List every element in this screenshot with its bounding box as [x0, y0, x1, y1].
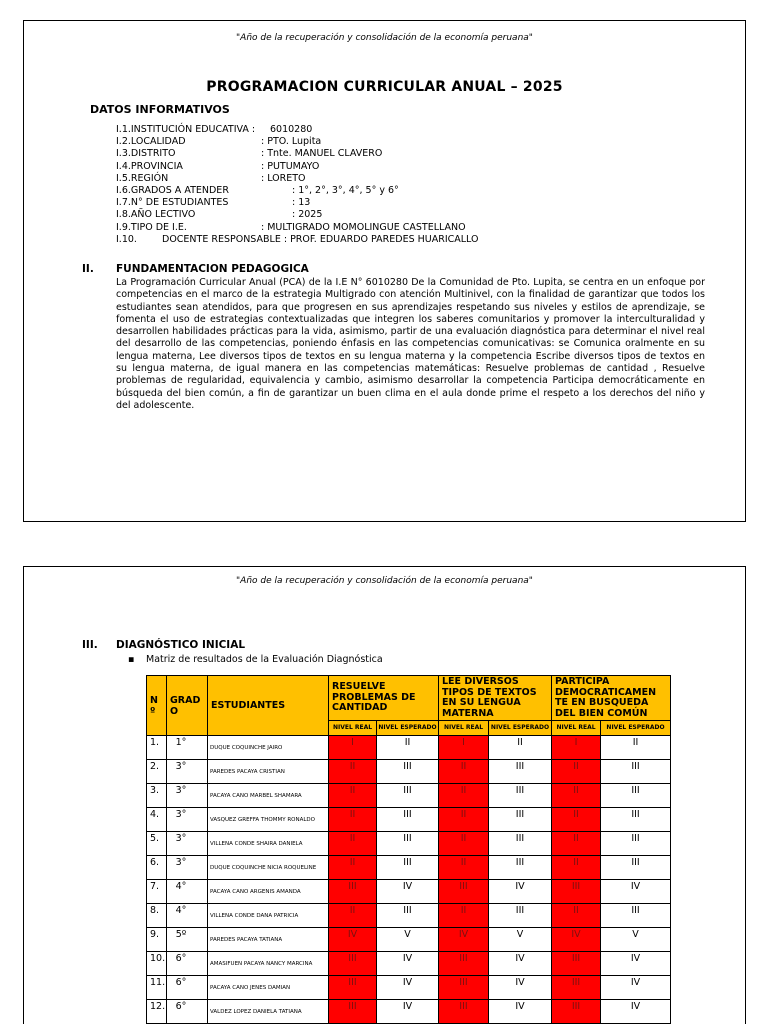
- nivel-real-cantidad: III: [329, 880, 377, 904]
- row-number: 5.: [147, 832, 167, 856]
- nivel-real-lectura: II: [439, 784, 489, 808]
- nivel-real-cantidad: III: [329, 1000, 377, 1024]
- row-grado: 6°: [167, 952, 208, 976]
- nivel-real-cantidad: IV: [329, 928, 377, 952]
- subheader-nivel-esperado: NIVEL ESPERADO: [377, 721, 439, 736]
- nivel-real-cantidad: I: [329, 736, 377, 760]
- row-student-name: DUQUE COQUINCHE JAIRO: [208, 736, 329, 760]
- table-row: [147, 976, 671, 1000]
- table-row: [147, 784, 671, 808]
- table-header-row: [147, 676, 671, 721]
- nivel-esperado-ciudadania: III: [601, 760, 671, 784]
- table-row: [147, 856, 671, 880]
- nivel-esperado-cantidad: V: [377, 928, 439, 952]
- nivel-esperado-lectura: III: [489, 832, 552, 856]
- nivel-esperado-cantidad: IV: [377, 1000, 439, 1024]
- year-motto: "Año de la recuperación y consolidación de la economía peruana": [236, 33, 533, 43]
- bullet-icon: ▪: [128, 654, 135, 665]
- subheader-nivel-esperado: NIVEL ESPERADO: [489, 721, 552, 736]
- nivel-esperado-ciudadania: IV: [601, 1000, 671, 1024]
- nivel-esperado-cantidad: II: [377, 736, 439, 760]
- row-student-name: PAREDES PACAYA TATIANA: [208, 928, 329, 952]
- row-number: 8.: [147, 904, 167, 928]
- col-header-competencia-lectura: LEE DIVERSOS TIPOS DE TEXTOS EN SU LENGUA MATERNA: [439, 676, 552, 721]
- table-row: [147, 736, 671, 760]
- table-row: [147, 928, 671, 952]
- nivel-real-ciudadania: IV: [552, 928, 601, 952]
- section-number-ii: II.: [82, 263, 94, 275]
- nivel-real-lectura: III: [439, 952, 489, 976]
- table-row: [147, 880, 671, 904]
- col-header-grado: GRAD O: [167, 676, 208, 736]
- nivel-real-lectura: III: [439, 976, 489, 1000]
- nivel-esperado-ciudadania: IV: [601, 976, 671, 1000]
- nivel-esperado-ciudadania: IV: [601, 880, 671, 904]
- nivel-esperado-ciudadania: III: [601, 856, 671, 880]
- nivel-real-cantidad: II: [329, 856, 377, 880]
- row-number: 4.: [147, 808, 167, 832]
- table-body: [147, 736, 671, 1024]
- nivel-real-lectura: II: [439, 904, 489, 928]
- nivel-real-ciudadania: I: [552, 736, 601, 760]
- nivel-real-cantidad: III: [329, 976, 377, 1000]
- nivel-esperado-lectura: III: [489, 784, 552, 808]
- nivel-esperado-cantidad: III: [377, 784, 439, 808]
- nivel-real-cantidad: II: [329, 760, 377, 784]
- nivel-real-lectura: II: [439, 832, 489, 856]
- nivel-esperado-ciudadania: III: [601, 832, 671, 856]
- row-grado: 3°: [167, 808, 208, 832]
- row-grado: 3°: [167, 760, 208, 784]
- row-student-name: AMASIFUEN PACAYA NANCY MARCINA: [208, 952, 329, 976]
- row-student-name: VALDEZ LOPEZ DANIELA TATIANA: [208, 1000, 329, 1024]
- subheader-nivel-esperado: NIVEL ESPERADO: [601, 721, 671, 736]
- nivel-real-cantidad: II: [329, 904, 377, 928]
- subheader-nivel-real: NIVEL REAL: [329, 721, 377, 736]
- nivel-real-ciudadania: III: [552, 976, 601, 1000]
- row-number: 12.: [147, 1000, 167, 1024]
- row-grado: 3°: [167, 856, 208, 880]
- subheader-nivel-real: NIVEL REAL: [552, 721, 601, 736]
- row-student-name: PAREDES PACAYA CRISTIAN: [208, 760, 329, 784]
- nivel-esperado-lectura: IV: [489, 952, 552, 976]
- diagnostic-results-table: [146, 675, 671, 1024]
- row-grado: 4°: [167, 880, 208, 904]
- nivel-real-ciudadania: III: [552, 952, 601, 976]
- row-number: 1.: [147, 736, 167, 760]
- row-number: 6.: [147, 856, 167, 880]
- nivel-esperado-ciudadania: II: [601, 736, 671, 760]
- nivel-esperado-cantidad: III: [377, 808, 439, 832]
- nivel-esperado-cantidad: III: [377, 904, 439, 928]
- nivel-esperado-lectura: III: [489, 760, 552, 784]
- nivel-esperado-ciudadania: III: [601, 904, 671, 928]
- nivel-real-ciudadania: II: [552, 904, 601, 928]
- row-number: 10.: [147, 952, 167, 976]
- row-student-name: DUQUE COQUINCHE NICIA ROQUELINE: [208, 856, 329, 880]
- row-grado: 6°: [167, 1000, 208, 1024]
- row-student-name: PACAYA CANO ARGENIS AMANDA: [208, 880, 329, 904]
- nivel-real-ciudadania: II: [552, 808, 601, 832]
- nivel-real-ciudadania: II: [552, 784, 601, 808]
- table-row: [147, 808, 671, 832]
- nivel-real-ciudadania: II: [552, 832, 601, 856]
- nivel-real-cantidad: II: [329, 784, 377, 808]
- table-row: [147, 760, 671, 784]
- nivel-esperado-ciudadania: III: [601, 784, 671, 808]
- nivel-real-lectura: I: [439, 736, 489, 760]
- row-number: 2.: [147, 760, 167, 784]
- nivel-real-lectura: IV: [439, 928, 489, 952]
- row-student-name: VASQUEZ GREFFA THOMMY RONALDO: [208, 808, 329, 832]
- subheader-nivel-real: NIVEL REAL: [439, 721, 489, 736]
- nivel-esperado-cantidad: III: [377, 832, 439, 856]
- document-page-2: [23, 566, 746, 1024]
- col-header-competencia-cantidad: RESUELVE PROBLEMAS DE CANTIDAD: [329, 676, 439, 721]
- row-grado: 6°: [167, 976, 208, 1000]
- nivel-esperado-lectura: III: [489, 904, 552, 928]
- row-number: 3.: [147, 784, 167, 808]
- nivel-real-ciudadania: III: [552, 880, 601, 904]
- nivel-real-ciudadania: III: [552, 1000, 601, 1024]
- diagnostico-bullet: [128, 654, 383, 665]
- row-student-name: VILLENA CONDE SHAIRA DANIELA: [208, 832, 329, 856]
- row-student-name: PACAYA CANO JENES DAMIAN: [208, 976, 329, 1000]
- table-row: [147, 1000, 671, 1024]
- datos-heading: DATOS INFORMATIVOS: [90, 103, 230, 116]
- nivel-real-ciudadania: II: [552, 856, 601, 880]
- nivel-real-lectura: III: [439, 1000, 489, 1024]
- row-student-name: PACAYA CANO MARBEL SHAMARA: [208, 784, 329, 808]
- row-grado: 1°: [167, 736, 208, 760]
- nivel-esperado-cantidad: IV: [377, 952, 439, 976]
- table-row: [147, 832, 671, 856]
- col-header-estudiantes: ESTUDIANTES: [208, 676, 329, 736]
- nivel-real-cantidad: II: [329, 832, 377, 856]
- row-number: 11.: [147, 976, 167, 1000]
- table-row: [147, 952, 671, 976]
- nivel-esperado-cantidad: IV: [377, 976, 439, 1000]
- year-motto-2: "Año de la recuperación y consolidación de la economía peruana": [236, 576, 533, 586]
- fundamentacion-paragraph: La Programación Curricular Anual (PCA) de la I.E N° 6010280 De la Comunidad de Pto. Lupita, se centra en un enfoque por competencias en el marco de la estrategia Multigrado con atención Multinivel, con la finalidad de garantizar que todos los estudiantes sean atendidos, para que progresen en sus aprendizajes respetando sus niveles y estilos de aprendizaje, se fomenta el uso de estrategias contextualizadas que integren los saberes comunitarios y promover la interculturalidad y desarrollen habilidades prácticas para la vida, asimismo, partir de una evaluación diagnóstica para determinar el nivel real del desarrollo de las competencias, poniendo énfasis en las competencias comunicativas: se Comunica oralmente en su lengua materna, Lee diversos tipos de textos en su lengua materna y la competencia Escribe diversos tipos de textos en su lengua materna, de igual manera en las competencias matemáticas: Resuelve problemas de cantidad , Resuelve problemas de regularidad, equivalencia y cambio, asimismo desarrollar la competencia Participa democráticamente en búsqueda del bien común, a fin de garantizar un buen clima en el aula donde prime el respeto a los derechos del niño y del adolescente.: [116, 277, 705, 411]
- nivel-real-lectura: II: [439, 760, 489, 784]
- nivel-esperado-ciudadania: IV: [601, 952, 671, 976]
- row-grado: 3°: [167, 784, 208, 808]
- table-row: [147, 904, 671, 928]
- nivel-real-lectura: II: [439, 856, 489, 880]
- page-title: PROGRAMACION CURRICULAR ANUAL – 2025: [206, 79, 563, 95]
- diagnostico-heading: DIAGNÓSTICO INICIAL: [116, 639, 246, 651]
- nivel-esperado-lectura: V: [489, 928, 552, 952]
- nivel-esperado-lectura: IV: [489, 976, 552, 1000]
- nivel-real-lectura: II: [439, 808, 489, 832]
- nivel-real-lectura: III: [439, 880, 489, 904]
- nivel-esperado-lectura: III: [489, 808, 552, 832]
- nivel-esperado-ciudadania: V: [601, 928, 671, 952]
- nivel-esperado-ciudadania: III: [601, 808, 671, 832]
- row-grado: 4°: [167, 904, 208, 928]
- document-page-1: "Año de la recuperación y consolidación de la economía peruana" PROGRAMACION CURRICULAR ANUAL – 2025 DATOS INFORMATIVOS I.1.INSTITUCIÓN EDUCATIVA : 6010280 I.2.LOCALIDAD : PTO. Lupita I.3.DISTRITO : Tnte. MANUEL CLAVERO I.4.PROVINCIA : PUTUMAYO I.5.REGIÓN : LORETO I.6.GRADOS A ATENDER : 1°, 2°, 3°, 4°, 5° y 6° I.7.N° DE ESTUDIANTES : 13 I.8.AÑO LECTIVO : 2025 I.9.TIPO DE I.E. : MULTIGRADO MOMOLINGUE CASTELLANO I.10. DOCENTE RESPONSABLE : PROF. EDUARDO PAREDES HUARICALLO II. FUNDAMENTACION PEDAGOGICA La Programación Curricular Anual (PCA) de la I.E N° 6010280 De la Comunidad de Pto. Lupita, se centra en un enfoque por competencias en el marco de la estrategia Multigrado con atención Multinivel, con la finalidad de garantizar que todos los estudiantes sean atendidos, para que progresen en sus aprendizajes respetando sus niveles y estilos de aprendizaje, se fomenta el uso de estrategias contextualizadas que integren los saberes comunitarios y promover la interculturalidad y desarrollen habilidades prácticas para la vida, asimismo, partir de una evaluación diagnóstica para determinar el nivel real del desarrollo de las competencias, poniendo énfasis en las competencias comunicativas: se Comunica oralmente en su lengua materna, Lee diversos tipos de textos en su lengua materna y la competencia Escribe diversos tipos de textos en su lengua materna, de igual manera en las competencias matemáticas: Resuelve problemas de cantidad , Resuelve problemas de regularidad, equivalencia y cambio, asimismo desarrollar la competencia Participa democráticamente en búsqueda del bien común, a fin de garantizar un buen clima en el aula donde prime el respeto a los derechos del niño y del adolescente.: [23, 20, 746, 522]
- row-number: 9.: [147, 928, 167, 952]
- col-header-competencia-ciudadania: PARTICIPA DEMOCRATICAMEN TE EN BUSQUEDA DEL BIEN COMÚN: [552, 676, 671, 721]
- nivel-esperado-lectura: IV: [489, 880, 552, 904]
- nivel-real-cantidad: III: [329, 952, 377, 976]
- section-number-iii: III.: [82, 639, 98, 651]
- nivel-esperado-cantidad: III: [377, 856, 439, 880]
- bullet-text: Matriz de resultados de la Evaluación Diagnóstica: [146, 654, 383, 665]
- row-student-name: VILLENA CONDE DANA PATRICIA: [208, 904, 329, 928]
- nivel-esperado-cantidad: III: [377, 760, 439, 784]
- col-header-number: N º: [147, 676, 167, 736]
- nivel-esperado-lectura: III: [489, 856, 552, 880]
- nivel-esperado-lectura: II: [489, 736, 552, 760]
- row-grado: 5º: [167, 928, 208, 952]
- row-grado: 3°: [167, 832, 208, 856]
- nivel-real-cantidad: II: [329, 808, 377, 832]
- fundamentacion-heading: FUNDAMENTACION PEDAGOGICA: [116, 263, 309, 275]
- nivel-esperado-lectura: IV: [489, 1000, 552, 1024]
- row-number: 7.: [147, 880, 167, 904]
- nivel-real-ciudadania: II: [552, 760, 601, 784]
- nivel-esperado-cantidad: IV: [377, 880, 439, 904]
